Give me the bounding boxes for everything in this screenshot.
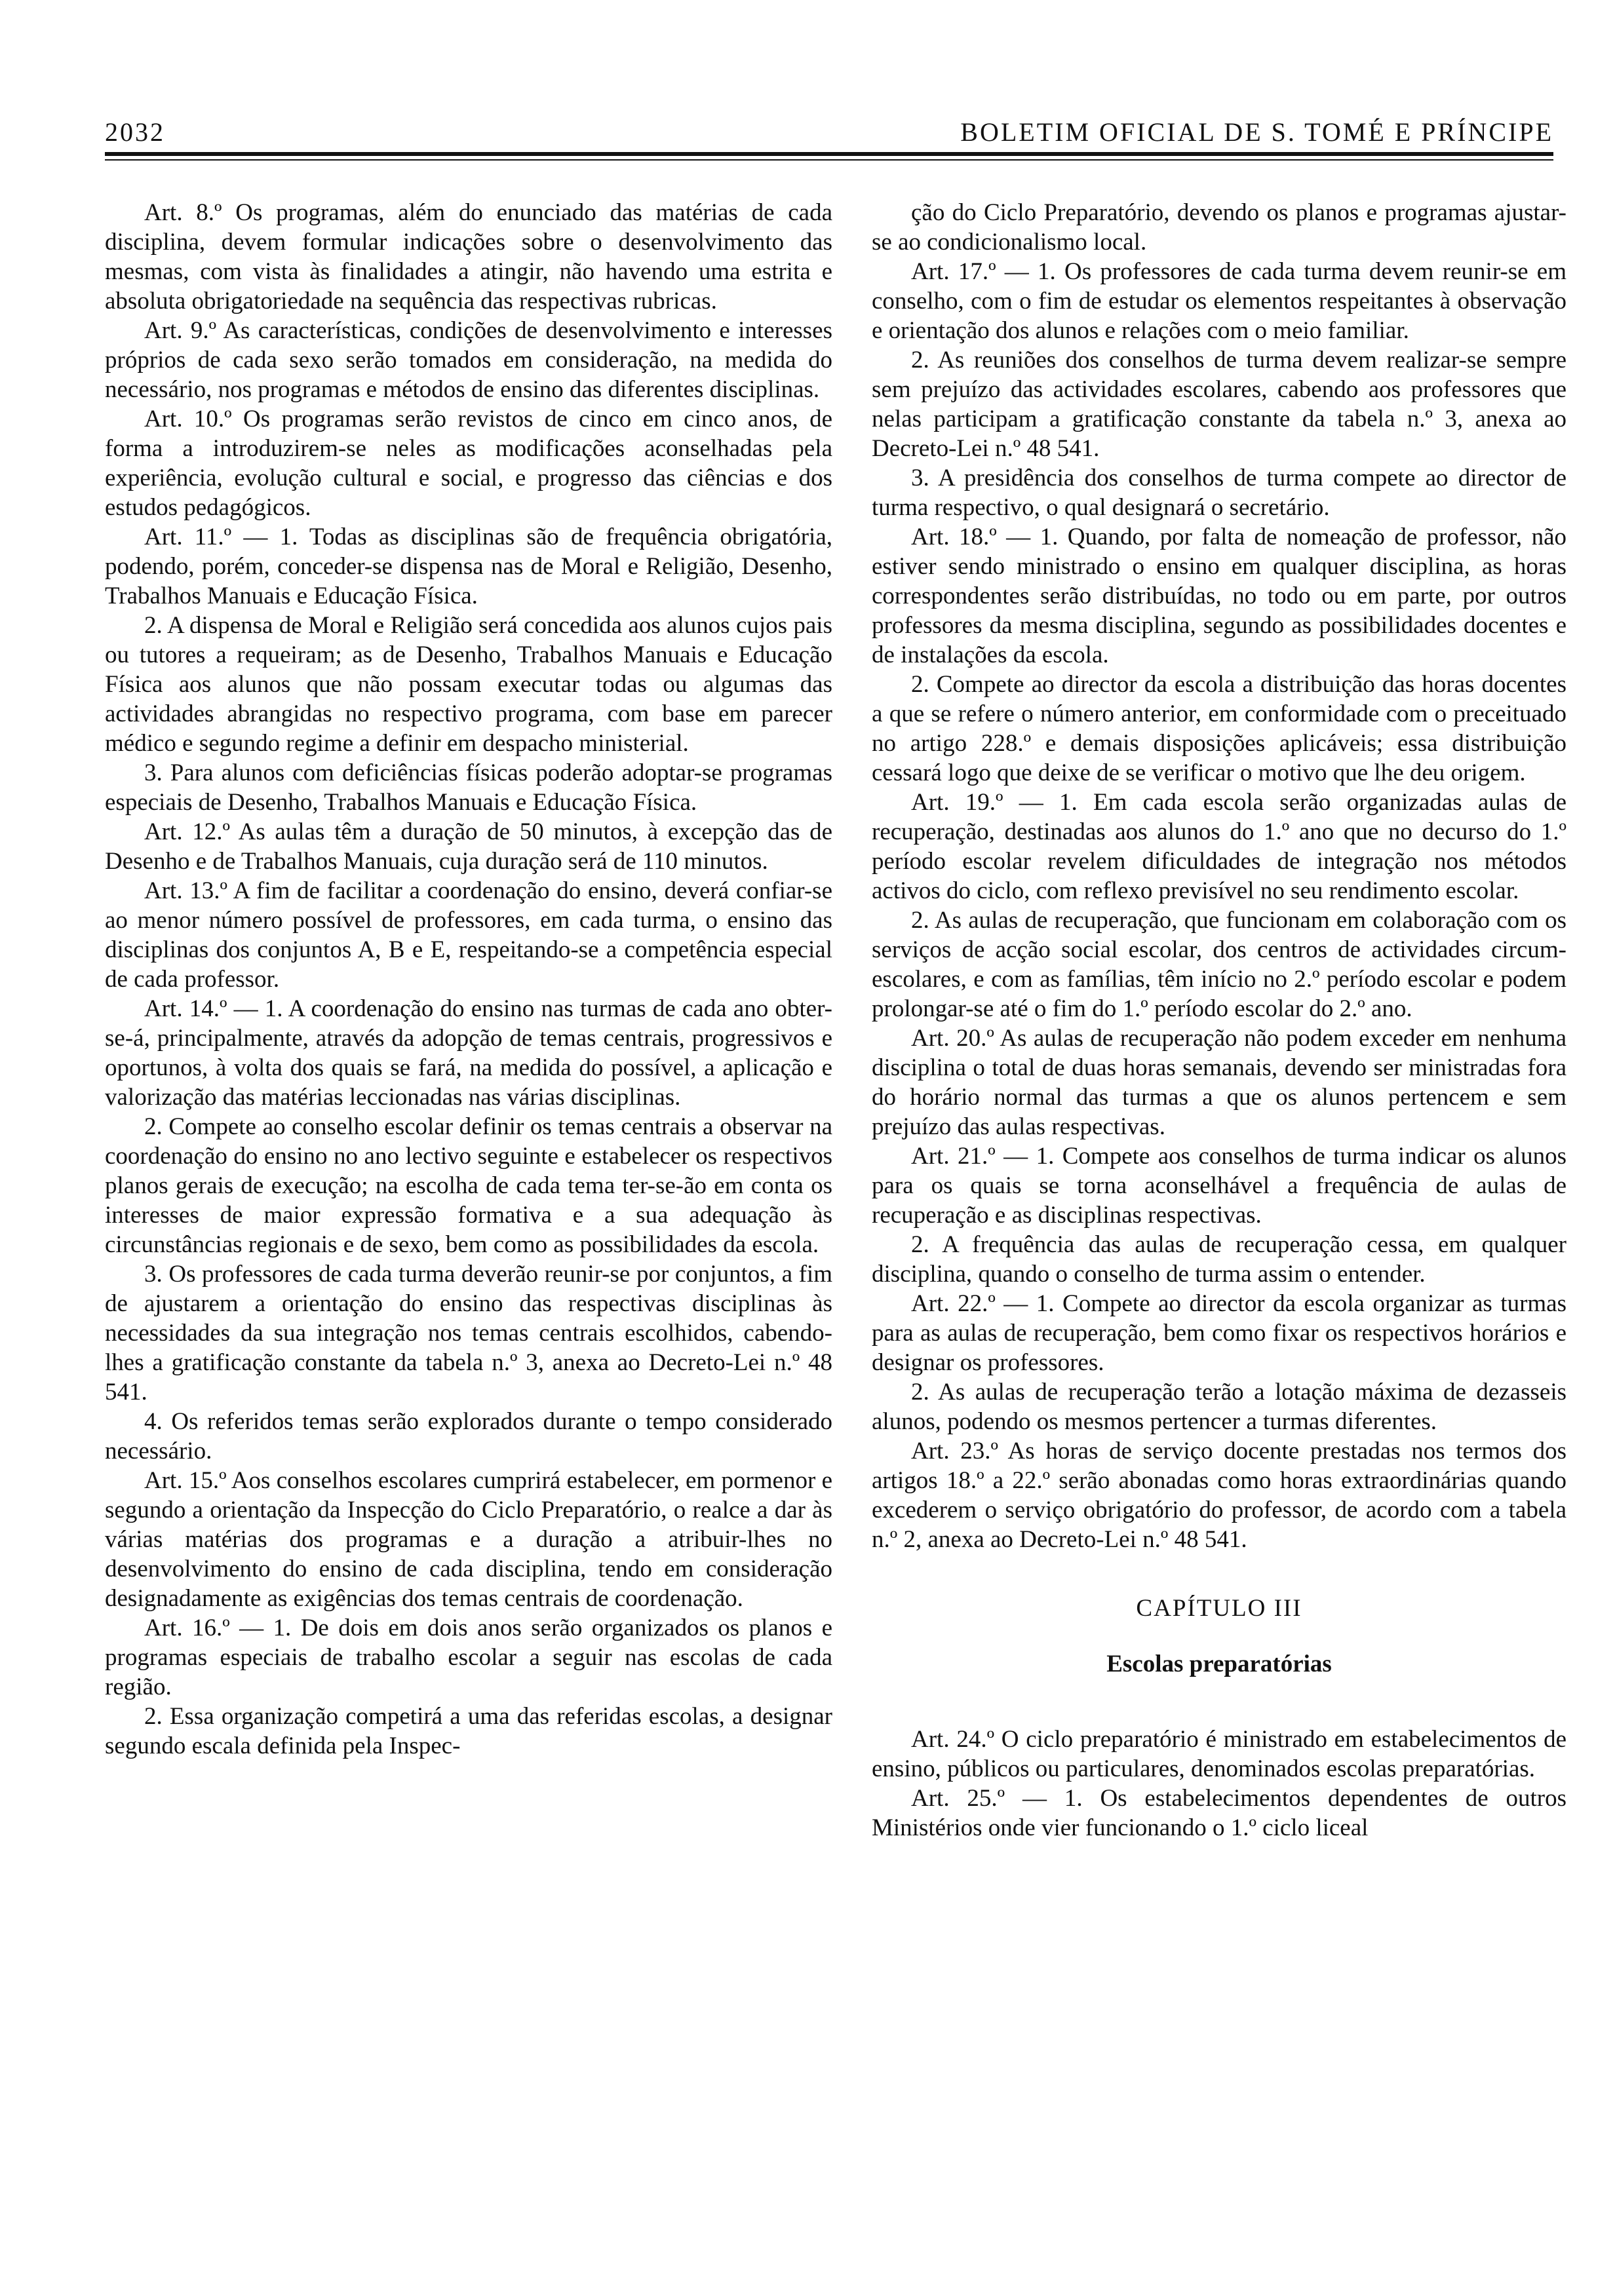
header-rule-thin	[105, 159, 1553, 161]
right-column-articles-continued	[872, 1725, 1566, 1843]
page-number: 2032	[105, 117, 165, 147]
paragraph: 3. Para alunos com deficiências físicas poderão adoptar-se programas especiais de Desenho, Trabalhos Manuais e Educação Física.	[105, 759, 832, 816]
paragraph: Art. 10.º Os programas serão revistos de cinco em cinco anos, de forma a introduzirem-se neles as modificações aconselhadas pela experiência, evolução cultural e social, e progresso das ciências e dos estudos pedagógicos.	[105, 406, 832, 521]
paragraph: Art. 18.º — 1. Quando, por falta de nomeação de professor, não estiver sendo ministrado o ensino em qualquer disciplina, as horas correspondentes serão distribuídas, no todo ou em parte, por outros professores da mesma disciplina, segundo as possibilidades docentes e de instalações da escola.	[872, 524, 1566, 668]
paragraph: Art. 17.º — 1. Os professores de cada turma devem reunir-se em conselho, com o fim de estudar os elementos respeitantes à observação e orientação dos alunos e relações com o meio familiar.	[872, 258, 1566, 344]
paragraph: Art. 23.º As horas de serviço docente prestadas nos termos dos artigos 18.º a 22.º serão abonadas como horas extraordinárias quando excederem o serviço obrigatório do professor, de acordo com a tabela n.º 2, anexa ao Decreto-Lei n.º 48 541.	[872, 1438, 1566, 1553]
journal-title: BOLETIM OFICIAL DE S. TOMÉ E PRÍNCIPE	[960, 117, 1553, 147]
paragraph: Art. 13.º A fim de facilitar a coordenação do ensino, deverá confiar-se ao menor número possível de professores, em cada turma, o ensino das disciplinas dos conjuntos A, B e E, respeitando-se a competência especial de cada professor.	[105, 877, 832, 993]
paragraph: 2. A dispensa de Moral e Religião será concedida aos alunos cujos pais ou tutores a requeiram; as de Desenho, Trabalhos Manuais e Educação Física aos alunos que não possam executar todas ou algumas das actividades abrangidas no respectivo programa, com base em parecer médico e segundo regime a definir em despacho ministerial.	[105, 612, 832, 757]
page-header	[105, 102, 1553, 147]
paragraph: Art. 22.º — 1. Compete ao director da escola organizar as turmas para as aulas de recuperação, bem como fixar os respectivos horários e designar os professores.	[872, 1290, 1566, 1376]
paragraph: Art. 14.º — 1. A coordenação do ensino nas turmas de cada ano obter-se-á, principalmente, através da adopção de temas centrais, progressivos e oportunos, à volta dos quais se fará, na medida do possível, a aplicação e valorização das matérias leccionadas nas várias disciplinas.	[105, 995, 832, 1111]
paragraph: ção do Ciclo Preparatório, devendo os planos e programas ajustar-se ao condicionalismo local.	[872, 199, 1566, 256]
paragraph: Art. 8.º Os programas, além do enunciado das matérias de cada disciplina, devem formular indicações sobre o desenvolvimento das mesmas, com vista às finalidades a atingir, não havendo uma estrita e absoluta obrigatoriedade na sequência das respectivas rubricas.	[105, 199, 832, 315]
paragraph: 2. Compete ao director da escola a distribuição das horas docentes a que se refere o número anterior, em conformidade com o preceituado no artigo 228.º e demais disposições aplicáveis; essa distribuição cessará logo que deixe de se verificar o motivo que lhe deu origem.	[872, 671, 1566, 786]
right-column-articles	[872, 198, 1566, 1554]
paragraph: 2. Essa organização competirá a uma das referidas escolas, a designar segundo escala definida pela Inspec-	[105, 1703, 832, 1759]
paragraph: Art. 19.º — 1. Em cada escola serão organizadas aulas de recuperação, destinadas aos alunos do 1.º ano que no decurso do 1.º período escolar revelem dificuldades de integração nos métodos activos do ciclo, com reflexo previsível no seu rendimento escolar.	[872, 789, 1566, 904]
right-column	[872, 198, 1566, 1843]
paragraph: 2. A frequência das aulas de recuperação cessa, em qualquer disciplina, quando o conselho de turma assim o entender.	[872, 1231, 1566, 1288]
paragraph: 2. As aulas de recuperação, que funcionam em colaboração com os serviços de acção social escolar, dos centros de actividades circum-escolares, e com as famílias, têm início no 2.º período escolar e podem prolongar-se até o fim do 1.º período escolar do 2.º ano.	[872, 907, 1566, 1022]
paragraph: Art. 20.º As aulas de recuperação não podem exceder em nenhuma disciplina o total de duas horas semanais, devendo ser ministradas fora do horário normal das turmas a que os alunos pertencem e sem prejuízo das aulas respectivas.	[872, 1025, 1566, 1140]
paragraph: 2. As aulas de recuperação terão a lotação máxima de dezasseis alunos, podendo os mesmos pertencer a turmas diferentes.	[872, 1379, 1566, 1435]
paragraph: 3. Os professores de cada turma deverão reunir-se por conjuntos, a fim de ajustarem a orientação do ensino das respectivas disciplinas às necessidades da sua integração nos temas centrais escolhidos, cabendo-lhes a gratificação constante da tabela n.º 3, anexa ao Decreto-Lei n.º 48 541.	[105, 1261, 832, 1406]
left-column	[105, 198, 832, 1761]
paragraph: Art. 16.º — 1. De dois em dois anos serão organizados os planos e programas especiais de trabalho escolar a seguir nas escolas de cada região.	[105, 1615, 832, 1700]
paragraph: Art. 15.º Aos conselhos escolares cumprirá estabelecer, em pormenor e segundo a orientação da Inspecção do Ciclo Preparatório, o realce a dar às várias matérias dos programas e a duração a atribuir-lhes no desenvolvimento do ensino de cada disciplina, tendo em consideração designadamente as exigências dos temas centrais de coordenação.	[105, 1467, 832, 1612]
chapter-heading: CAPÍTULO III	[1136, 1595, 1302, 1622]
paragraph: 2. Compete ao conselho escolar definir os temas centrais a observar na coordenação do ensino no ano lectivo seguinte e estabelecer os respectivos planos gerais de execução; na escolha de cada tema ter-se-ão em conta os interesses de maior expressão formativa e a sua adequação às circunstâncias regionais e de sexo, bem como as possibilidades da escola.	[105, 1113, 832, 1258]
header-rule	[105, 152, 1553, 156]
paragraph: Art. 9.º As características, condições de desenvolvimento e interesses próprios de cada sexo serão tomados em consideração, na medida do necessário, nos programas e métodos de ensino das diferentes disciplinas.	[105, 317, 832, 403]
paragraph: 3. A presidência dos conselhos de turma compete ao director de turma respectivo, o qual designará o secretário.	[872, 465, 1566, 521]
section-heading: Escolas preparatórias	[1106, 1651, 1332, 1677]
paragraph: Art. 11.º — 1. Todas as disciplinas são de frequência obrigatória, podendo, porém, conceder-se dispensa nas de Moral e Religião, Desenho, Trabalhos Manuais e Educação Física.	[105, 524, 832, 609]
paragraph: 2. As reuniões dos conselhos de turma devem realizar-se sempre sem prejuízo das actividades escolares, cabendo aos professores que nelas participam a gratificação constante da tabela n.º 3, anexa ao Decreto-Lei n.º 48 541.	[872, 347, 1566, 462]
paragraph: Art. 21.º — 1. Compete aos conselhos de turma indicar os alunos para os quais se torna aconselhável a frequência de aulas de recuperação e as disciplinas respectivas.	[872, 1143, 1566, 1229]
paragraph: Art. 25.º — 1. Os estabelecimentos dependentes de outros Ministérios onde vier funcionando o 1.º ciclo liceal	[872, 1785, 1566, 1841]
paragraph: Art. 24.º O ciclo preparatório é ministrado em estabelecimentos de ensino, públicos ou particulares, denominados escolas preparatórias.	[872, 1726, 1566, 1782]
paragraph: 4. Os referidos temas serão explorados durante o tempo considerado necessário.	[105, 1408, 832, 1464]
paragraph: Art. 12.º As aulas têm a duração de 50 minutos, à excepção das de Desenho e de Trabalhos Manuais, cuja duração será de 110 minutos.	[105, 818, 832, 875]
